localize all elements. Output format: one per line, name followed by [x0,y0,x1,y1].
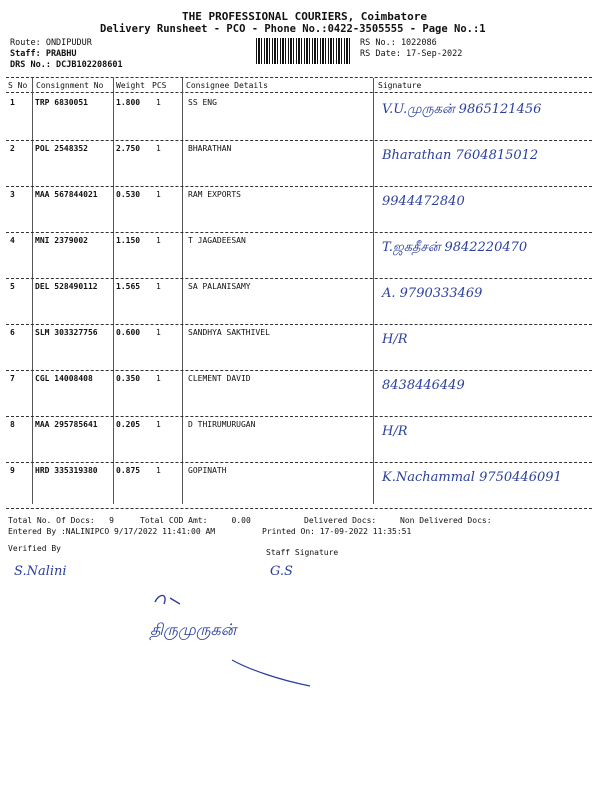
row-pcs: 1 [156,236,161,245]
row-signature: H/R [382,424,408,439]
row-consignee: SS ENG [188,98,217,107]
row-sno: 5 [10,282,15,291]
row-signature: 8438446449 [382,378,465,393]
staff-signature-label: Staff Signature [266,548,339,557]
row-consignment: MAA 567844021 [35,190,98,199]
row-pcs: 1 [156,328,161,337]
extra-signature: திருமுருகன் [150,620,237,639]
total-docs: Total No. Of Docs: 9 [8,516,114,525]
row-rule [6,278,592,279]
row-weight: 0.350 [116,374,141,383]
printed-on: Printed On: 17-09-2022 11:35:51 [262,527,412,536]
row-sno: 1 [10,98,15,107]
row-sno: 8 [10,420,15,429]
col-header-signature: Signature [378,81,422,90]
pen-stroke-decoration [140,590,340,700]
barcode [256,38,352,64]
row-pcs: 1 [156,374,161,383]
col-header-pcs: PCS [152,81,167,90]
row-rule [6,416,592,417]
row-signature: T.ஜகதீசன் 9842220470 [382,240,528,255]
row-rule [6,508,592,509]
row-consignment: DEL 528490112 [35,282,98,291]
row-pcs: 1 [156,98,161,107]
row-signature: A. 9790333469 [382,286,483,301]
row-weight: 2.750 [116,144,141,153]
row-rule [6,186,592,187]
company-title: THE PROFESSIONAL COURIERS, Coimbatore [182,10,428,23]
row-consignee: GOPINATH [188,466,227,475]
row-signature: H/R [382,332,408,347]
staff-signature: G.S [270,564,293,579]
row-consignment: MAA 295785641 [35,420,98,429]
col-header-consignment: Consignment No [36,81,104,90]
row-sno: 9 [10,466,15,475]
row-signature: V.U.முருகன் 9865121456 [382,102,542,117]
row-sno: 6 [10,328,15,337]
row-consignee: D THIRUMURUGAN [188,420,256,429]
row-consignment: SLM 303327756 [35,328,98,337]
rs-date: RS Date: 17-Sep-2022 [360,49,463,59]
row-sno: 2 [10,144,15,153]
staff-label: Staff: PRABHU [10,49,77,59]
delivered-docs: Delivered Docs: [304,516,377,525]
row-weight: 1.800 [116,98,141,107]
entered-by: Entered By :NALINIPCO 9/17/2022 11:41:00 AM [8,527,216,536]
row-sno: 7 [10,374,15,383]
rs-number: RS No.: 1022086 [360,38,437,48]
table-header-rule [6,92,592,93]
col-divider [182,78,183,504]
col-header-weight: Weight [116,81,145,90]
row-weight: 1.565 [116,282,141,291]
row-pcs: 1 [156,420,161,429]
row-rule [6,370,592,371]
row-rule [6,140,592,141]
row-consignment: CGL 14008408 [35,374,93,383]
row-consignee: RAM EXPORTS [188,190,241,199]
row-consignee: SA PALANISAMY [188,282,251,291]
row-weight: 0.530 [116,190,141,199]
col-header-sno: S No [8,81,28,90]
row-weight: 0.205 [116,420,141,429]
col-header-consignee: Consignee Details [186,81,268,90]
table-top-rule [6,77,592,78]
row-pcs: 1 [156,144,161,153]
row-rule [6,462,592,463]
row-weight: 0.875 [116,466,141,475]
row-signature: Bharathan 7604815012 [382,148,539,163]
row-consignment: HRD 335319380 [35,466,98,475]
row-consignment: TRP 6830051 [35,98,88,107]
total-cod: Total COD Amt: 0.00 [140,516,251,525]
row-sno: 3 [10,190,15,199]
row-weight: 0.600 [116,328,141,337]
row-consignee: CLEMENT DAVID [188,374,251,383]
drs-label: DRS No.: DCJB102208601 [10,60,123,70]
non-delivered-docs: Non Delivered Docs: [400,516,492,525]
col-divider [373,78,374,504]
row-pcs: 1 [156,282,161,291]
col-divider [113,78,114,504]
row-pcs: 1 [156,466,161,475]
row-consignee: SANDHYA SAKTHIVEL [188,328,270,337]
row-consignment: MNI 2379002 [35,236,88,245]
verified-by-label: Verified By [8,544,61,553]
row-weight: 1.150 [116,236,141,245]
row-consignee: BHARATHAN [188,144,232,153]
route-label: Route: ONDIPUDUR [10,38,92,48]
row-sno: 4 [10,236,15,245]
row-signature: 9944472840 [382,194,465,209]
verified-signature: S.Nalini [14,564,67,579]
row-consignee: T JAGADEESAN [188,236,246,245]
row-pcs: 1 [156,190,161,199]
col-divider [32,78,33,504]
row-rule [6,232,592,233]
row-rule [6,324,592,325]
row-consignment: POL 2548352 [35,144,88,153]
row-signature: K.Nachammal 9750446091 [382,470,562,485]
runsheet-subtitle: Delivery Runsheet - PCO - Phone No.:0422-3505555 - Page No.:1 [100,23,486,35]
